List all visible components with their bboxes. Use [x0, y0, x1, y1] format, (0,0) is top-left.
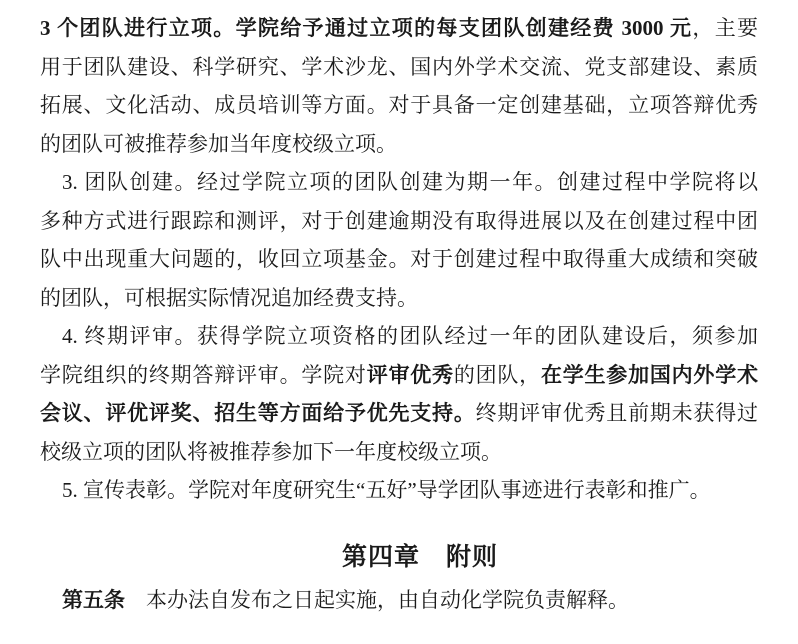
paragraph-line [40, 433, 758, 472]
text-run: 队中出现重大问题的，收回立项基金。对于创建过程中取得重大成绩和突破 [40, 247, 758, 271]
paragraph-line [40, 202, 758, 241]
text-run: 学院组织的终期答辩评审。学院对 [40, 362, 367, 387]
chapter-heading: 第四章 附则 [341, 542, 498, 571]
text-run: 第五条 [62, 587, 125, 612]
paragraph-line [40, 9, 758, 48]
text-run: 3 个团队进行立项。学院给予通过立项的每支团队创建经费 3000 元 [40, 16, 693, 40]
paragraph-line [40, 240, 758, 279]
text-run: 的团队可被推荐参加当年度校级立项。 [40, 131, 397, 156]
closing-clause-line [40, 581, 758, 620]
text-run: ，主要 [692, 16, 759, 40]
paragraph-line [40, 86, 758, 125]
paragraph-line [40, 125, 758, 164]
text-run: 的团队，可根据实际情况追加经费支持。 [40, 285, 418, 310]
text-run: 会议、评优评奖、招生等方面给予优先支持。 [40, 401, 476, 425]
text-run: 4. 终期评审。获得学院立项资格的团队经过一年的团队建设后，须参加 [62, 324, 758, 348]
text-run: 本办法自发布之日起实施，由自动化学院负责解释。 [125, 587, 629, 612]
paragraph-line [40, 471, 758, 510]
paragraph-line [40, 356, 758, 395]
paragraph-line [40, 394, 758, 433]
text-run: 终期评审优秀且前期未获得过 [475, 401, 758, 425]
text-run: 评审优秀 [366, 362, 454, 387]
text-run: 的团队， [453, 362, 541, 387]
paragraph-line [40, 317, 758, 356]
paragraph-line [40, 279, 758, 318]
paragraph-line [40, 163, 758, 202]
document-body [40, 9, 758, 510]
text-run: 校级立项的团队将被推荐参加下一年度校级立项。 [40, 439, 502, 464]
text-run: 多种方式进行跟踪和测评，对于创建逾期没有取得进展以及在创建过程中团 [40, 208, 758, 233]
text-run: 3. 团队创建。经过学院立项的团队创建为期一年。创建过程中学院将以 [62, 170, 758, 194]
text-run: 在学生参加国内外学术 [540, 362, 758, 387]
text-run: 5. 宣传表彰。学院对年度研究生“五好”导学团队事迹进行表彰和推广。 [62, 478, 711, 502]
paragraph-line [40, 48, 758, 87]
text-run: 拓展、文化活动、成员培训等方面。对于具备一定创建基础，立项答辩优秀 [40, 93, 758, 117]
text-run: 用于团队建设、科学研究、学术沙龙、国内外学术交流、党支部建设、素质 [40, 54, 758, 79]
